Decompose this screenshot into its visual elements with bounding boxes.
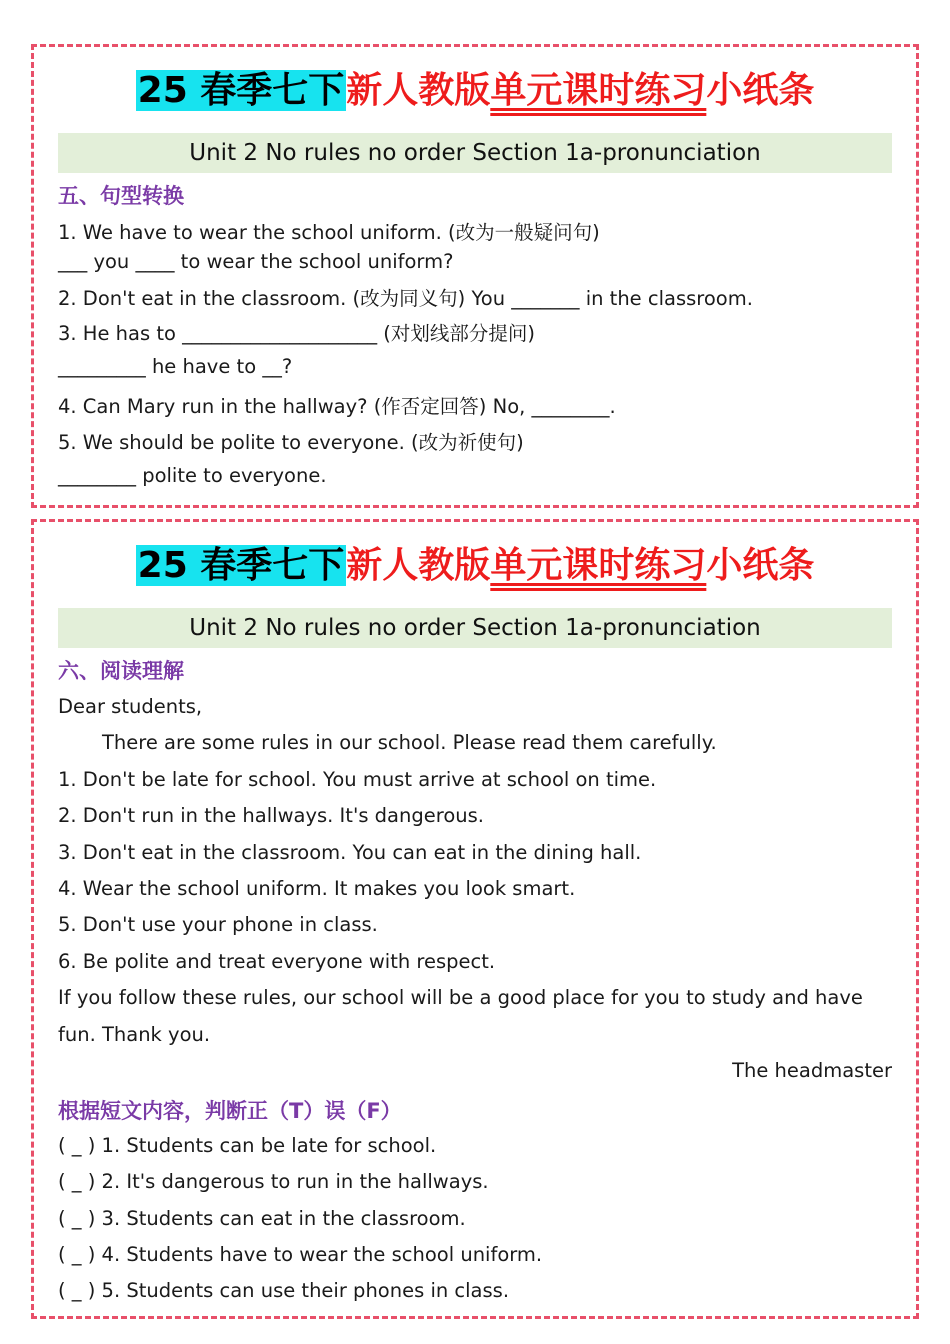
- exercise-line: ___ you ____ to wear the school uniform?: [58, 250, 454, 273]
- question-title: 根据短文内容，判断正（T）误（F）: [58, 1099, 402, 1123]
- card-title: [34, 59, 916, 123]
- exercise-line: _________ he have to __?: [58, 355, 293, 378]
- rule-item: 3. Don't eat in the classroom. You can eat in the dining hall.: [58, 841, 642, 864]
- title-highlight: 25 春季七下: [137, 545, 345, 586]
- section-title: 六、阅读理解: [58, 659, 184, 683]
- question-item: ( _ ) 2. It's dangerous to run in the hallways.: [58, 1170, 489, 1193]
- letter-closing: If you follow these rules, our school will be a good place for you to study and have: [58, 986, 863, 1009]
- exercise-line: 3. He has to ____________________ (对划线部分提问): [58, 322, 536, 345]
- question-item: ( _ ) 1. Students can be late for school.: [58, 1134, 437, 1157]
- title-underlined: 单元课时练习: [490, 70, 707, 111]
- card-title: [34, 534, 916, 598]
- rule-item: 6. Be polite and treat everyone with respect.: [58, 950, 496, 973]
- title-highlight: 25 春季七下: [137, 70, 345, 111]
- unit-banner: Unit 2 No rules no order Section 1a-pronunciation: [58, 608, 892, 648]
- title-red: 新人教版: [346, 70, 491, 111]
- title-red: 新人教版: [346, 545, 491, 586]
- rule-item: 4. Wear the school uniform. It makes you look smart.: [58, 877, 576, 900]
- question-item: ( _ ) 5. Students can use their phones in class.: [58, 1279, 510, 1302]
- exercise-line: 5. We should be polite to everyone. (改为祈使句): [58, 431, 524, 454]
- letter-greeting: Dear students,: [58, 695, 203, 718]
- exercise-line: 1. We have to wear the school uniform. (改为一般疑问句): [58, 221, 600, 244]
- title-red-end: 小纸条: [706, 70, 815, 111]
- question-item: ( _ ) 4. Students have to wear the school uniform.: [58, 1243, 543, 1266]
- title-underlined: 单元课时练习: [490, 545, 707, 586]
- rule-item: 5. Don't use your phone in class.: [58, 913, 378, 936]
- letter-intro: There are some rules in our school. Please read them carefully.: [102, 731, 717, 754]
- question-item: ( _ ) 3. Students can eat in the classroom.: [58, 1207, 466, 1230]
- rule-item: 2. Don't run in the hallways. It's dangerous.: [58, 804, 484, 827]
- title-red-end: 小纸条: [706, 545, 815, 586]
- exercise-line: 2. Don't eat in the classroom. (改为同义句) You _______ in the classroom.: [58, 287, 753, 310]
- exercise-card-sentence-transformation: [31, 44, 919, 508]
- letter-closing: fun. Thank you.: [58, 1023, 211, 1046]
- exercise-card-reading-comprehension: [31, 519, 919, 1319]
- section-title: 五、句型转换: [58, 184, 184, 208]
- unit-banner: Unit 2 No rules no order Section 1a-pronunciation: [58, 133, 892, 173]
- exercise-line: 4. Can Mary run in the hallway? (作否定回答) No, ________.: [58, 395, 616, 418]
- letter-signature: The headmaster: [732, 1059, 892, 1082]
- rule-item: 1. Don't be late for school. You must arrive at school on time.: [58, 768, 657, 791]
- exercise-line: ________ polite to everyone.: [58, 464, 327, 487]
